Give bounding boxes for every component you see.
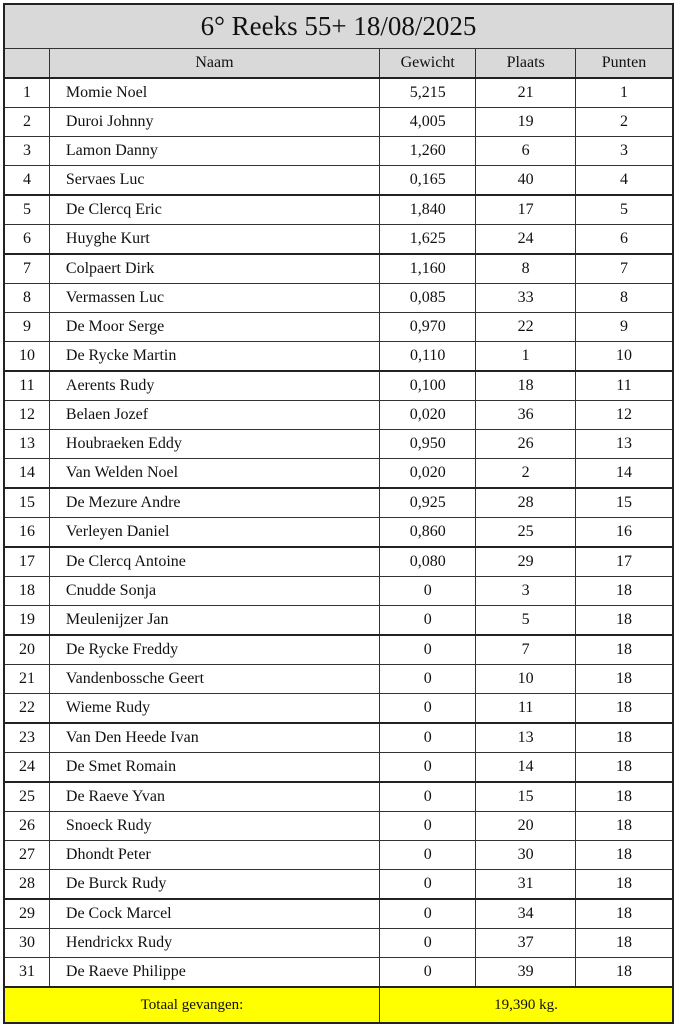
row-index: 16: [4, 518, 49, 548]
row-index: 25: [4, 782, 49, 812]
row-place: 36: [476, 401, 576, 430]
row-weight: 1,260: [380, 137, 476, 166]
row-name: Aerents Rudy: [49, 371, 379, 401]
row-place: 28: [476, 488, 576, 518]
row-place: 37: [476, 929, 576, 958]
results-table: [3, 3, 674, 1024]
row-weight: 1,160: [380, 254, 476, 284]
table-row: [4, 195, 673, 225]
row-place: 6: [476, 137, 576, 166]
table-row: [4, 342, 673, 372]
row-weight: 1,625: [380, 225, 476, 255]
table-row: [4, 313, 673, 342]
row-points: 18: [575, 841, 673, 870]
total-label: Totaal gevangen:: [4, 987, 380, 1023]
total-value: 19,390 kg.: [380, 987, 674, 1023]
table-row: [4, 225, 673, 255]
table-row: [4, 841, 673, 870]
row-place: 13: [476, 723, 576, 753]
row-name: Vandenbossche Geert: [49, 665, 379, 694]
row-name: Dhondt Peter: [49, 841, 379, 870]
row-name: Wieme Rudy: [49, 694, 379, 724]
row-index: 15: [4, 488, 49, 518]
row-weight: 0: [380, 694, 476, 724]
row-place: 34: [476, 899, 576, 929]
row-points: 14: [575, 459, 673, 489]
row-name: Cnudde Sonja: [49, 577, 379, 606]
row-weight: 0: [380, 723, 476, 753]
table-row: [4, 782, 673, 812]
row-place: 15: [476, 782, 576, 812]
table-row: [4, 108, 673, 137]
row-index: 7: [4, 254, 49, 284]
header-row: [4, 49, 673, 79]
row-name: De Rycke Martin: [49, 342, 379, 372]
row-weight: 0,925: [380, 488, 476, 518]
row-points: 16: [575, 518, 673, 548]
row-index: 11: [4, 371, 49, 401]
row-index: 1: [4, 78, 49, 108]
row-weight: 1,840: [380, 195, 476, 225]
row-place: 3: [476, 577, 576, 606]
row-index: 10: [4, 342, 49, 372]
header-place: Plaats: [476, 49, 576, 79]
row-index: 3: [4, 137, 49, 166]
row-index: 22: [4, 694, 49, 724]
header-points: Punten: [575, 49, 673, 79]
row-index: 21: [4, 665, 49, 694]
row-name: De Burck Rudy: [49, 870, 379, 900]
table-row: [4, 430, 673, 459]
row-points: 3: [575, 137, 673, 166]
row-points: 2: [575, 108, 673, 137]
row-place: 20: [476, 812, 576, 841]
row-points: 18: [575, 694, 673, 724]
row-weight: 0,110: [380, 342, 476, 372]
table-row: [4, 958, 673, 988]
row-points: 10: [575, 342, 673, 372]
row-place: 8: [476, 254, 576, 284]
row-place: 11: [476, 694, 576, 724]
row-weight: 0: [380, 606, 476, 636]
row-weight: 0,085: [380, 284, 476, 313]
table-row: [4, 371, 673, 401]
row-name: Belaen Jozef: [49, 401, 379, 430]
row-name: De Moor Serge: [49, 313, 379, 342]
row-index: 30: [4, 929, 49, 958]
table-row: [4, 459, 673, 489]
table-row: [4, 929, 673, 958]
row-index: 26: [4, 812, 49, 841]
row-weight: 0: [380, 665, 476, 694]
row-name: De Raeve Philippe: [49, 958, 379, 988]
row-weight: 5,215: [380, 78, 476, 108]
row-points: 18: [575, 665, 673, 694]
total-row: [4, 987, 673, 1023]
row-index: 20: [4, 635, 49, 665]
row-name: Van Welden Noel: [49, 459, 379, 489]
row-points: 17: [575, 547, 673, 577]
table-row: [4, 870, 673, 900]
header-index: [4, 49, 49, 79]
row-name: De Clercq Eric: [49, 195, 379, 225]
row-place: 40: [476, 166, 576, 196]
row-name: Lamon Danny: [49, 137, 379, 166]
row-points: 8: [575, 284, 673, 313]
row-name: Momie Noel: [49, 78, 379, 108]
table-row: [4, 723, 673, 753]
row-points: 5: [575, 195, 673, 225]
row-name: Houbraeken Eddy: [49, 430, 379, 459]
table-row: [4, 812, 673, 841]
row-index: 28: [4, 870, 49, 900]
row-index: 27: [4, 841, 49, 870]
row-index: 14: [4, 459, 49, 489]
row-weight: 0,970: [380, 313, 476, 342]
row-points: 11: [575, 371, 673, 401]
row-points: 4: [575, 166, 673, 196]
row-index: 5: [4, 195, 49, 225]
table-row: [4, 753, 673, 783]
row-name: Huyghe Kurt: [49, 225, 379, 255]
row-index: 12: [4, 401, 49, 430]
row-weight: 0: [380, 870, 476, 900]
row-weight: 0,080: [380, 547, 476, 577]
row-weight: 0: [380, 577, 476, 606]
table-row: [4, 694, 673, 724]
table-row: [4, 606, 673, 636]
row-weight: 0: [380, 841, 476, 870]
row-place: 7: [476, 635, 576, 665]
row-points: 15: [575, 488, 673, 518]
row-name: Meulenijzer Jan: [49, 606, 379, 636]
row-index: 13: [4, 430, 49, 459]
row-weight: 0: [380, 753, 476, 783]
row-index: 8: [4, 284, 49, 313]
table-title: 6° Reeks 55+ 18/08/2025: [4, 4, 673, 49]
row-name: Vermassen Luc: [49, 284, 379, 313]
row-name: Van Den Heede Ivan: [49, 723, 379, 753]
row-points: 18: [575, 782, 673, 812]
row-points: 18: [575, 635, 673, 665]
row-place: 24: [476, 225, 576, 255]
row-name: De Mezure Andre: [49, 488, 379, 518]
row-index: 19: [4, 606, 49, 636]
row-points: 18: [575, 753, 673, 783]
row-weight: 0,020: [380, 459, 476, 489]
row-index: 29: [4, 899, 49, 929]
row-weight: 0: [380, 635, 476, 665]
row-place: 2: [476, 459, 576, 489]
row-name: De Clercq Antoine: [49, 547, 379, 577]
row-points: 7: [575, 254, 673, 284]
table-row: [4, 254, 673, 284]
row-weight: 0: [380, 782, 476, 812]
table-row: [4, 488, 673, 518]
row-place: 1: [476, 342, 576, 372]
row-points: 18: [575, 870, 673, 900]
row-name: Verleyen Daniel: [49, 518, 379, 548]
row-points: 18: [575, 723, 673, 753]
row-index: 2: [4, 108, 49, 137]
row-points: 18: [575, 577, 673, 606]
header-name: Naam: [49, 49, 379, 79]
row-place: 22: [476, 313, 576, 342]
row-points: 18: [575, 606, 673, 636]
row-place: 5: [476, 606, 576, 636]
table-row: [4, 401, 673, 430]
table-row: [4, 577, 673, 606]
row-points: 6: [575, 225, 673, 255]
row-place: 31: [476, 870, 576, 900]
table-row: [4, 166, 673, 196]
row-index: 17: [4, 547, 49, 577]
row-weight: 0: [380, 899, 476, 929]
row-name: De Cock Marcel: [49, 899, 379, 929]
row-name: Hendrickx Rudy: [49, 929, 379, 958]
row-place: 14: [476, 753, 576, 783]
row-index: 18: [4, 577, 49, 606]
header-weight: Gewicht: [380, 49, 476, 79]
row-points: 18: [575, 958, 673, 988]
row-index: 9: [4, 313, 49, 342]
table-row: [4, 665, 673, 694]
row-place: 39: [476, 958, 576, 988]
row-place: 17: [476, 195, 576, 225]
row-place: 26: [476, 430, 576, 459]
row-place: 33: [476, 284, 576, 313]
table-row: [4, 284, 673, 313]
row-name: De Smet Romain: [49, 753, 379, 783]
row-weight: 4,005: [380, 108, 476, 137]
row-name: Duroi Johnny: [49, 108, 379, 137]
row-weight: 0: [380, 958, 476, 988]
row-weight: 0,165: [380, 166, 476, 196]
row-place: 21: [476, 78, 576, 108]
row-place: 18: [476, 371, 576, 401]
row-place: 25: [476, 518, 576, 548]
row-index: 4: [4, 166, 49, 196]
table-row: [4, 635, 673, 665]
row-name: De Raeve Yvan: [49, 782, 379, 812]
table-row: [4, 547, 673, 577]
row-index: 31: [4, 958, 49, 988]
row-points: 18: [575, 812, 673, 841]
row-weight: 0,860: [380, 518, 476, 548]
table-row: [4, 899, 673, 929]
row-name: De Rycke Freddy: [49, 635, 379, 665]
row-weight: 0: [380, 929, 476, 958]
row-place: 10: [476, 665, 576, 694]
table-row: [4, 78, 673, 108]
row-place: 19: [476, 108, 576, 137]
table-row: [4, 518, 673, 548]
row-index: 6: [4, 225, 49, 255]
row-name: Servaes Luc: [49, 166, 379, 196]
row-index: 24: [4, 753, 49, 783]
row-points: 9: [575, 313, 673, 342]
row-place: 29: [476, 547, 576, 577]
row-index: 23: [4, 723, 49, 753]
row-weight: 0: [380, 812, 476, 841]
row-weight: 0,100: [380, 371, 476, 401]
row-points: 13: [575, 430, 673, 459]
row-name: Snoeck Rudy: [49, 812, 379, 841]
row-weight: 0,950: [380, 430, 476, 459]
row-points: 18: [575, 899, 673, 929]
row-points: 12: [575, 401, 673, 430]
row-points: 1: [575, 78, 673, 108]
row-weight: 0,020: [380, 401, 476, 430]
row-place: 30: [476, 841, 576, 870]
row-points: 18: [575, 929, 673, 958]
row-name: Colpaert Dirk: [49, 254, 379, 284]
table-row: [4, 137, 673, 166]
